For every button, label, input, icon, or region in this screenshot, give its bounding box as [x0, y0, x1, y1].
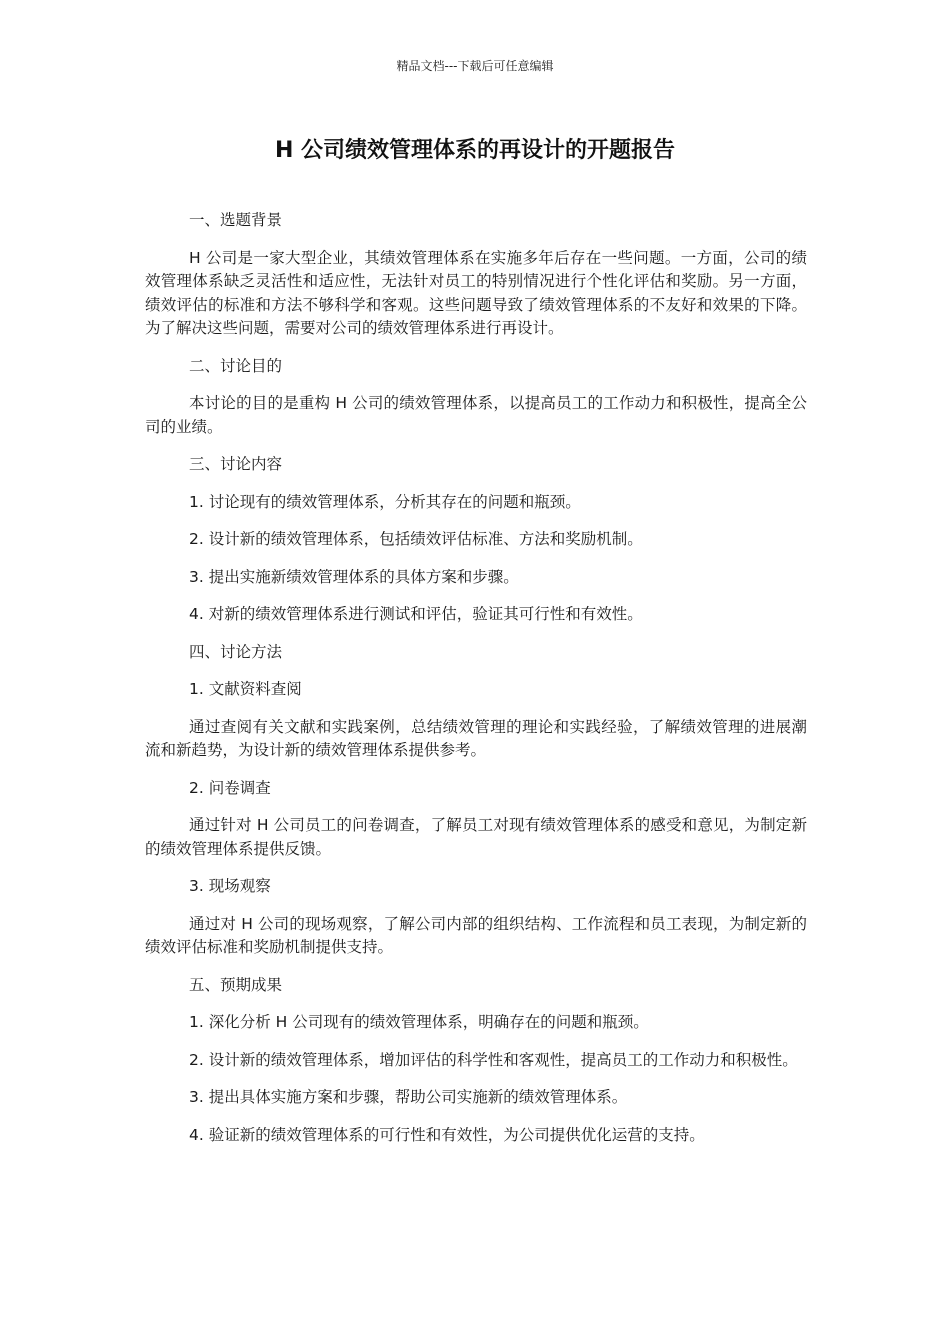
- method-heading-survey: 2. 问卷调查: [189, 778, 271, 797]
- section-heading-background: 一、选题背景: [189, 211, 283, 229]
- document-title: H 公司绩效管理体系的再设计的开题报告: [274, 138, 676, 163]
- method-heading-observation: 3. 现场观察: [189, 877, 271, 895]
- result-item-1: 1. 深化分析 H 公司现有的绩效管理体系，明确存在的问题和瓶颈。: [189, 1013, 649, 1031]
- paragraph-purpose: 本讨论的目的是重构 H 公司的绩效管理体系，以提高员工的工作动力和积极性，提高全公司的业绩。: [145, 394, 807, 436]
- result-item-2: 2. 设计新的绩效管理体系，增加评估的科学性和客观性，提高员工的工作动力和积极性。: [189, 1050, 798, 1069]
- content-item-1: 1. 讨论现有的绩效管理体系，分析其存在的问题和瓶颈。: [189, 492, 581, 511]
- content-item-3: 3. 提出实施新绩效管理体系的具体方案和步骤。: [189, 567, 519, 586]
- method-heading-literature: 1. 文献资料查阅: [189, 680, 302, 698]
- page-header: 精品文档---下载后可任意编辑: [396, 59, 554, 73]
- method-paragraph-literature: 通过查阅有关文献和实践案例，总结绩效管理的理论和实践经验，了解绩效管理的进展潮流和新趋势，为设计新的绩效管理体系提供参考。: [145, 717, 807, 759]
- method-paragraph-observation: 通过对 H 公司的现场观察，了解公司内部的组织结构、工作流程和员工表现，为制定新的绩效评估标准和奖励机制提供支持。: [145, 914, 807, 956]
- result-item-4: 4. 验证新的绩效管理体系的可行性和有效性，为公司提供优化运营的支持。: [189, 1125, 705, 1144]
- content-item-4: 4. 对新的绩效管理体系进行测试和评估，验证其可行性和有效性。: [189, 605, 643, 623]
- content-item-2: 2. 设计新的绩效管理体系，包括绩效评估标准、方法和奖励机制。: [189, 530, 643, 548]
- paragraph-background: H 公司是一家大型企业，其绩效管理体系在实施多年后存在一些问题。一方面，公司的绩效管理体系缺乏灵活性和适应性，无法针对员工的特别情况进行个性化评估和奖励。另一方面，绩效评估的标准和方法不够科学和客观。这些问题导致了绩效管理体系的不友好和效果的下降。为了解决这些问题，需要对公司的绩效管理体系进行再设计。: [145, 248, 807, 337]
- section-heading-purpose: 二、讨论目的: [189, 356, 283, 375]
- section-heading-content: 三、讨论内容: [189, 455, 283, 473]
- result-item-3: 3. 提出具体实施方案和步骤，帮助公司实施新的绩效管理体系。: [189, 1088, 628, 1106]
- document-body: [145, 209, 807, 1161]
- method-paragraph-survey: 通过针对 H 公司员工的问卷调查，了解员工对现有绩效管理体系的感受和意见，为制定新的绩效管理体系提供反馈。: [145, 816, 807, 858]
- section-heading-methods: 四、讨论方法: [189, 642, 283, 661]
- section-heading-results: 五、预期成果: [189, 975, 283, 994]
